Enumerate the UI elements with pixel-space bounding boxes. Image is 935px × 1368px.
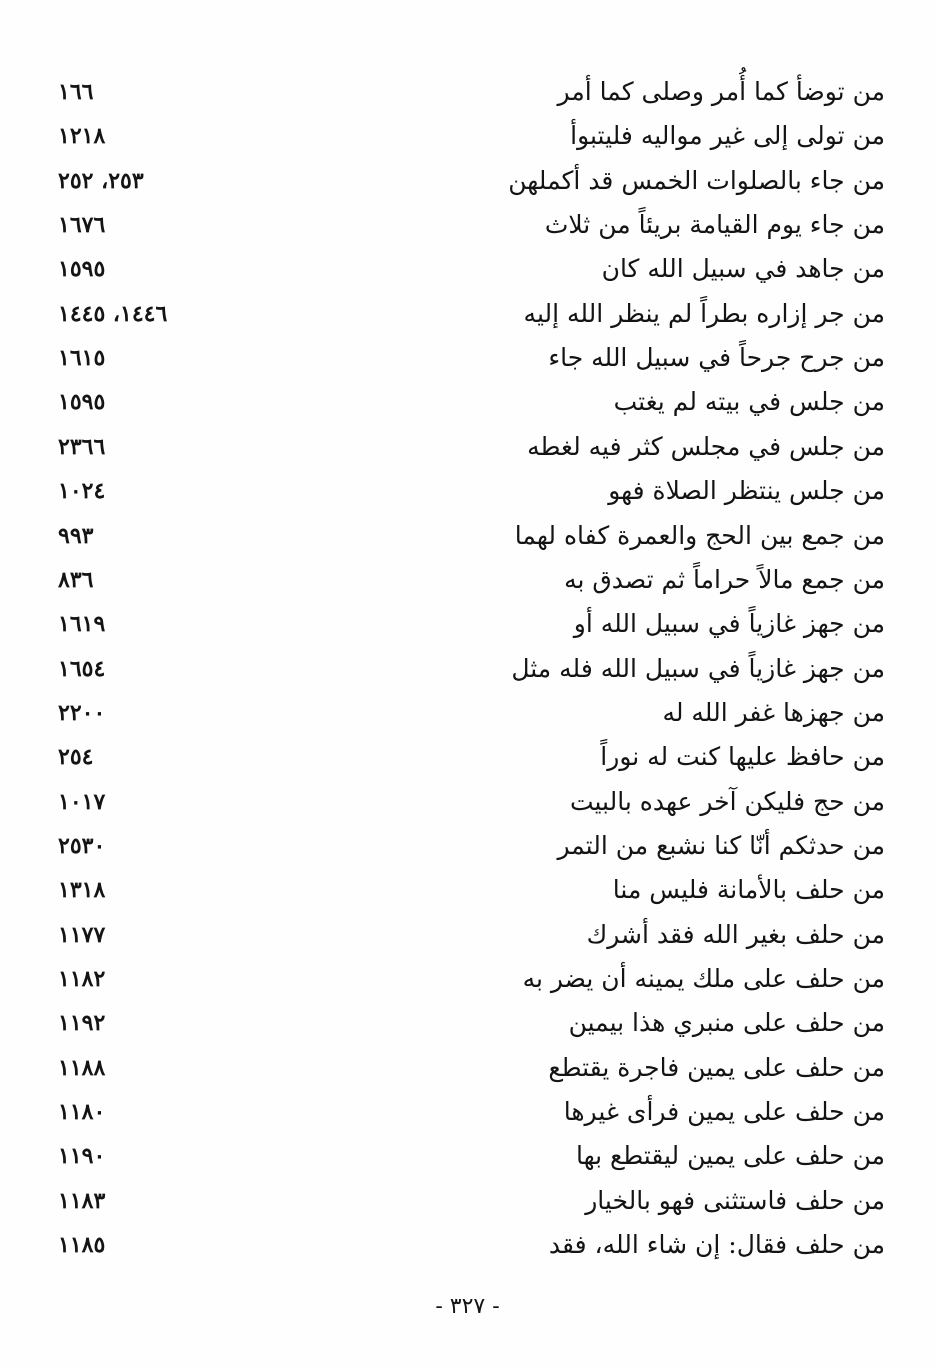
entry-text: من حدثكم أنّا كنا نشبع من التمر <box>557 830 885 860</box>
index-entry <box>0 70 935 114</box>
entry-text: من جمع بين الحج والعمرة كفاه لهما <box>514 520 885 550</box>
entry-text: من جلس في مجلس كثر فيه لغطه <box>527 431 885 461</box>
entry-text: من جلس في بيته لم يغتب <box>613 387 885 417</box>
entry-text: من حلف فاستثنى فهو بالخيار <box>585 1185 885 1215</box>
entry-page-ref: ١١٨٢ <box>58 966 106 992</box>
index-entry <box>0 292 935 336</box>
index-entry <box>0 868 935 912</box>
entry-text: من حلف فقال: إن شاء الله، فقد <box>548 1230 885 1260</box>
entry-text: من حافظ عليها كنت له نوراً <box>600 742 885 772</box>
entry-page-ref: ٨٣٦ <box>58 566 94 593</box>
index-entry <box>0 1134 935 1178</box>
entry-text: من حلف بالأمانة فليس منا <box>612 875 885 905</box>
index-entry <box>0 203 935 247</box>
index-entry <box>0 1090 935 1134</box>
index-entry <box>0 336 935 380</box>
entry-page-ref: ٢٥٣، ٢٥٢ <box>58 167 144 194</box>
entry-text: من جمع مالاً حراماً ثم تصدق به <box>564 564 885 594</box>
index-entry <box>0 602 935 646</box>
entry-page-ref: ١٦٦ <box>58 79 94 105</box>
entry-page-ref: ٢٥٣٠ <box>58 832 106 859</box>
entry-text: من جاء بالصلوات الخمس قد أكملهن <box>508 165 885 195</box>
entry-text: من حلف على يمين فرأى غيرها <box>563 1097 885 1127</box>
index-entry <box>0 691 935 735</box>
entry-page-ref: ١١٩٢ <box>58 1010 106 1037</box>
entry-text: من جرح جرحاً في سبيل الله جاء <box>548 343 885 373</box>
entry-text: من حج فليكن آخر عهده بالبيت <box>569 786 885 816</box>
index-entry <box>0 1001 935 1045</box>
index-entry <box>0 780 935 824</box>
entry-text: من جلس ينتظر الصلاة فهو <box>608 476 885 506</box>
entry-text: من جاهد في سبيل الله كان <box>601 254 885 284</box>
index-entry <box>0 159 935 203</box>
entry-page-ref: ١٥٩٥ <box>58 256 106 283</box>
index-entry <box>0 469 935 513</box>
entry-page-ref: ١٦١٩ <box>58 611 106 638</box>
index-entry <box>0 913 935 957</box>
index-entry <box>0 647 935 691</box>
entry-page-ref: ١٤٤٦، ١٤٤٥ <box>58 300 168 327</box>
index-entry <box>0 114 935 158</box>
index-entry <box>0 824 935 868</box>
index-entry <box>0 1223 935 1267</box>
entry-page-ref: ١١٨٣ <box>58 1187 106 1214</box>
entry-text: من جهز غازياً في سبيل الله فله مثل <box>511 653 885 683</box>
index-entry <box>0 558 935 602</box>
entry-text: من توضأ كما أُمر وصلى كما أمر <box>557 77 885 106</box>
page-number: - ٣٢٧ - <box>435 1294 500 1319</box>
index-entry <box>0 1179 935 1223</box>
entry-text: من حلف على يمين ليقتطع بها <box>575 1141 885 1171</box>
entry-text: من حلف بغير الله فقد أشرك <box>586 919 885 949</box>
entry-page-ref: ١١٨٠ <box>58 1099 106 1126</box>
entry-page-ref: ٢٢٠٠ <box>58 699 106 726</box>
entry-page-ref: ١١٧٧ <box>58 921 106 948</box>
entry-page-ref: ١٠٢٤ <box>58 478 106 505</box>
entry-page-ref: ٩٩٣ <box>58 522 94 549</box>
entry-text: من جهزها غفر الله له <box>662 697 885 727</box>
index-entry <box>0 957 935 1001</box>
entry-page-ref: ١٦٥٤ <box>58 655 106 682</box>
index-entry <box>0 425 935 469</box>
entry-text: من جاء يوم القيامة بريئاً من ثلاث <box>544 210 885 240</box>
index-entry <box>0 1046 935 1090</box>
entry-text: من حلف على ملك يمينه أن يضر به <box>522 964 885 993</box>
entry-page-ref: ١٥٩٥ <box>58 389 106 416</box>
entry-page-ref: ٢٣٦٦ <box>58 433 106 460</box>
entry-page-ref: ١١٨٨ <box>58 1054 106 1081</box>
entry-text: من جهز غازياً في سبيل الله أو <box>573 609 885 639</box>
entry-text: من حلف على يمين فاجرة يقتطع <box>548 1052 885 1082</box>
entry-text: من حلف على منبري هذا بيمين <box>568 1008 885 1038</box>
index-entry <box>0 247 935 291</box>
entry-page-ref: ١٦١٥ <box>58 345 106 372</box>
entry-page-ref: ١٢١٨ <box>58 123 106 150</box>
entry-page-ref: ١٦٧٦ <box>58 212 106 239</box>
index-entry <box>0 514 935 558</box>
index-entry <box>0 735 935 779</box>
entry-page-ref: ١٠١٧ <box>58 788 106 815</box>
entry-page-ref: ١١٩٠ <box>58 1143 106 1170</box>
entry-page-ref: ١٣١٨ <box>58 877 106 904</box>
entry-text: من جر إزاره بطراً لم ينظر الله إليه <box>523 298 885 328</box>
index-entry <box>0 380 935 424</box>
entry-page-ref: ٢٥٤ <box>58 744 94 771</box>
entry-page-ref: ١١٨٥ <box>58 1232 106 1259</box>
entry-text: من تولى إلى غير مواليه فليتبوأ <box>570 121 885 151</box>
